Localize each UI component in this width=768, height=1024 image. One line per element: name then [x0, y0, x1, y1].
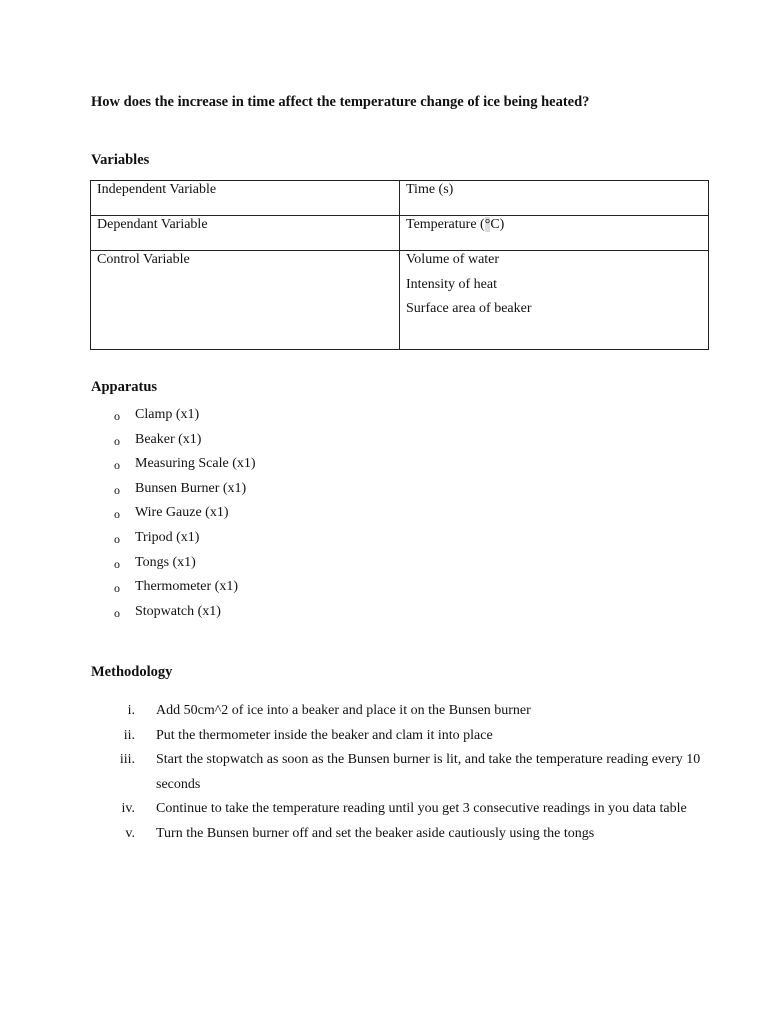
- bullet-marker: o: [114, 507, 120, 522]
- apparatus-item: Bunsen Burner (x1): [135, 480, 247, 496]
- apparatus-item: Beaker (x1): [135, 431, 202, 447]
- control-variable-value: Intensity of heat: [406, 276, 497, 292]
- bullet-marker: o: [114, 605, 120, 620]
- list-item: [80, 724, 716, 749]
- apparatus-item: Tongs (x1): [135, 554, 196, 570]
- list-item: [91, 578, 256, 603]
- bullet-marker: o: [114, 581, 120, 596]
- methodology-heading: Methodology: [91, 664, 173, 680]
- table-row: [91, 181, 709, 216]
- step-number: iii.: [119, 752, 135, 767]
- table-cell-label: [91, 216, 400, 251]
- bullet-marker: o: [114, 458, 120, 473]
- step-text: Put the thermometer inside the beaker and clam it into place: [156, 727, 493, 743]
- variables-table: [90, 180, 709, 350]
- bullet-marker: o: [114, 531, 120, 546]
- bullet-marker: o: [114, 556, 120, 571]
- list-item: [80, 797, 716, 822]
- control-variable-value: Volume of water: [406, 252, 500, 267]
- list-item: [80, 699, 716, 724]
- control-variable-label: Control Variable: [97, 252, 190, 267]
- apparatus-item: Clamp (x1): [135, 407, 200, 422]
- list-item: [91, 455, 256, 480]
- table-cell-label: [91, 251, 400, 350]
- research-question: How does the increase in time affect the temperature change of ice being heated?: [91, 94, 590, 110]
- apparatus-item: Stopwatch (x1): [135, 603, 221, 619]
- list-item: [91, 406, 256, 431]
- apparatus-heading: Apparatus: [91, 379, 158, 395]
- list-item: [91, 480, 256, 505]
- table-row: [91, 216, 709, 251]
- value-suffix: C): [490, 217, 505, 232]
- methodology-list: [80, 699, 716, 846]
- step-number: i.: [127, 703, 135, 718]
- list-item: [91, 603, 256, 628]
- step-number: ii.: [123, 727, 135, 743]
- step-text: Turn the Bunsen burner off and set the beaker aside cautiously using the tongs: [156, 825, 595, 841]
- apparatus-item: Measuring Scale (x1): [135, 456, 256, 472]
- table-cell-value: [400, 251, 709, 350]
- step-text: Start the stopwatch as soon as the Bunsen burner is lit, and take the temperature reading every 10 seconds: [156, 752, 701, 792]
- apparatus-item: Wire Gauze (x1): [135, 505, 229, 521]
- list-item: [91, 504, 256, 529]
- dependent-variable-value: [406, 217, 702, 233]
- control-variable-value: Surface area of beaker: [406, 301, 532, 316]
- degree-symbol-highlight: °: [484, 217, 491, 232]
- list-item: [91, 529, 256, 554]
- variables-heading: Variables: [91, 152, 150, 168]
- value-prefix: Temperature (: [406, 217, 485, 232]
- table-row: [91, 251, 709, 350]
- list-item: [80, 822, 716, 847]
- table-cell-value: [400, 181, 709, 216]
- step-number: iv.: [121, 801, 135, 816]
- apparatus-item: Tripod (x1): [135, 529, 200, 545]
- independent-variable-value: Time (s): [406, 182, 454, 197]
- apparatus-list: [91, 406, 256, 627]
- bullet-marker: o: [114, 409, 120, 423]
- list-item: [80, 748, 716, 797]
- dependent-variable-label: Dependant Variable: [97, 217, 208, 232]
- list-item: [91, 431, 256, 456]
- bullet-marker: o: [114, 433, 120, 448]
- independent-variable-label: Independent Variable: [97, 182, 217, 197]
- step-number: v.: [125, 825, 135, 841]
- table-cell-value: [400, 216, 709, 251]
- step-text: Add 50cm^2 of ice into a beaker and place it on the Bunsen burner: [156, 703, 531, 718]
- list-item: [91, 554, 256, 579]
- step-text: Continue to take the temperature reading until you get 3 consecutive readings in you data table: [156, 801, 687, 816]
- bullet-marker: o: [114, 482, 120, 497]
- table-cell-label: [91, 181, 400, 216]
- apparatus-item: Thermometer (x1): [135, 579, 239, 595]
